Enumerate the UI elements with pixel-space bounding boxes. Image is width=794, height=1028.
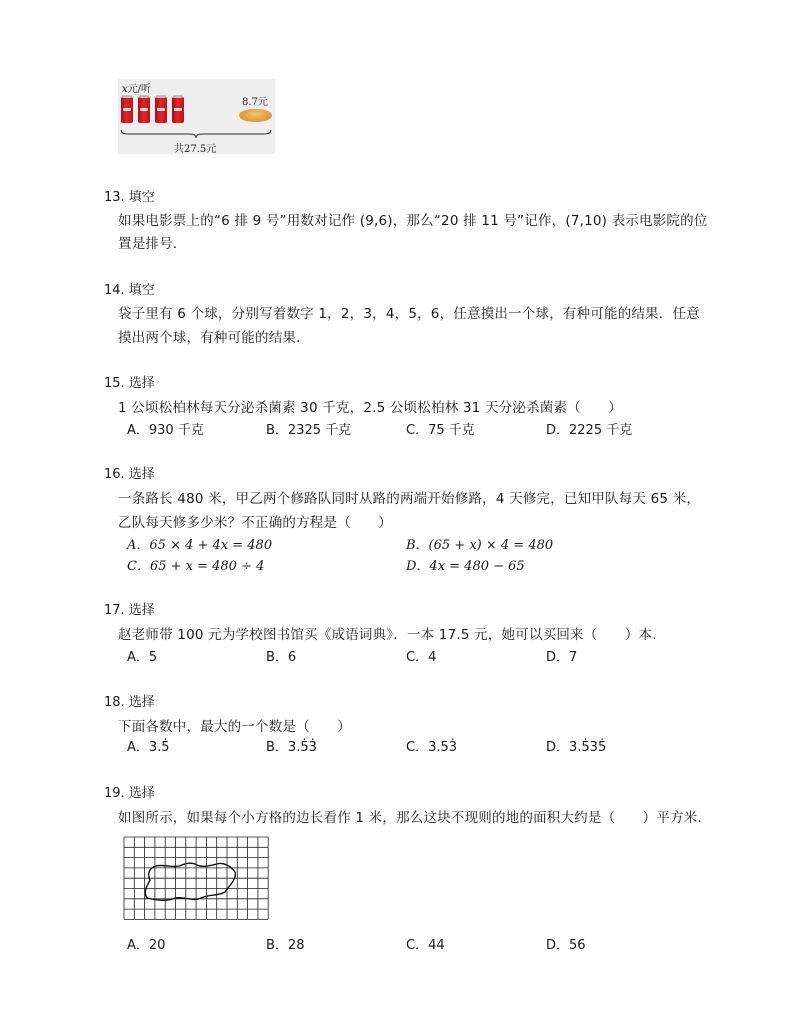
question-13-line-2: 置是排号．: [118, 236, 187, 252]
total-brace-icon: [120, 129, 272, 139]
option-17-a[interactable]: A．5: [127, 650, 158, 665]
question-14-header: 14. 填空: [104, 283, 155, 298]
price-unit: 元/听: [127, 84, 152, 95]
option-16-c[interactable]: C．65 + x = 480 ÷ 4: [127, 559, 265, 574]
option-15-a[interactable]: A．930 千克: [127, 423, 204, 438]
irregular-land-shape: [145, 863, 235, 900]
question-16-line-1: 一条路长 480 米，甲乙两个修路队同时从路的两端开始修路，4 天修完，已知甲队每天 65 米，: [118, 491, 701, 507]
price-variable: x: [122, 84, 128, 95]
question-15-header: 15. 选择: [104, 376, 155, 391]
question-18-line-1: 下面各数中，最大的一个数是（ ）: [118, 719, 351, 735]
price-per-can-label: [122, 80, 151, 95]
question-19-line-1: 如图所示，如果每个小方格的边长看作 1 米，那么这块不现则的地的面积大约是（ ）平方米．: [118, 810, 712, 826]
question-15-line-1: 1 公顷松柏林每天分泌杀菌素 30 千克，2.5 公顷松柏林 31 天分泌杀菌素（ ）: [118, 400, 622, 416]
option-19-a[interactable]: A．20: [127, 938, 166, 953]
option-17-d[interactable]: D．7: [546, 650, 578, 665]
option-19-c[interactable]: C．44: [406, 938, 445, 953]
option-16-b[interactable]: B．(65 + x) × 4 = 480: [406, 538, 554, 553]
irregular-land-grid-figure: [123, 836, 269, 922]
bread-icon: [239, 109, 272, 122]
soda-can-icon: [172, 97, 184, 123]
cans-bread-figure: [118, 79, 275, 154]
question-13-line-1: 如果电影票上的“6 排 9 号”用数对记作 (9,6)，那么“20 排 11 号”记作，(7,10) 表示电影院的位: [118, 213, 708, 229]
option-17-c[interactable]: C．4: [406, 650, 437, 665]
option-16-d[interactable]: D．4x = 480 − 65: [406, 559, 525, 574]
soda-can-icon: [155, 97, 167, 123]
soda-can-icon: [121, 97, 133, 123]
option-18-c[interactable]: C．3.53̇: [406, 740, 458, 755]
question-14-line-1: 袋子里有 6 个球，分别写着数字 1，2，3，4，5，6，任意摸出一个球，有种可能的结果．任意: [118, 306, 700, 322]
question-17-line-1: 赵老师带 100 元为学校图书馆买《成语词典》．一本 17.5 元，她可以买回来（ ）本．: [118, 627, 666, 643]
bread-price-label: 8.7元: [242, 97, 268, 108]
option-15-b[interactable]: B．2325 千克: [266, 423, 352, 438]
grid-lines: [124, 837, 268, 919]
question-17-header: 17. 选择: [104, 603, 155, 618]
question-16-header: 16. 选择: [104, 467, 155, 482]
question-13-header: 13. 填空: [104, 190, 155, 205]
question-14-line-2: 摸出两个球，有种可能的结果．: [118, 330, 310, 346]
question-18-header: 18. 选择: [104, 695, 155, 710]
question-19-header: 19. 选择: [104, 786, 155, 801]
question-16-line-2: 乙队每天修多少米？不正确的方程是（ ）: [118, 515, 392, 531]
option-19-b[interactable]: B．28: [266, 938, 305, 953]
option-18-a[interactable]: A．3.5̇: [127, 740, 170, 755]
option-17-b[interactable]: B．6: [266, 650, 297, 665]
option-15-c[interactable]: C．75 千克: [406, 423, 475, 438]
option-19-d[interactable]: D．56: [546, 938, 586, 953]
option-18-d[interactable]: D．3.5̇35̇: [546, 740, 607, 755]
total-price-label: 共27.5元: [174, 144, 217, 155]
option-16-a[interactable]: A．65 × 4 + 4x = 480: [127, 538, 273, 553]
soda-can-icon: [138, 97, 150, 123]
option-15-d[interactable]: D．2225 千克: [546, 423, 633, 438]
option-18-b[interactable]: B．3.5̇3̇: [266, 740, 317, 755]
